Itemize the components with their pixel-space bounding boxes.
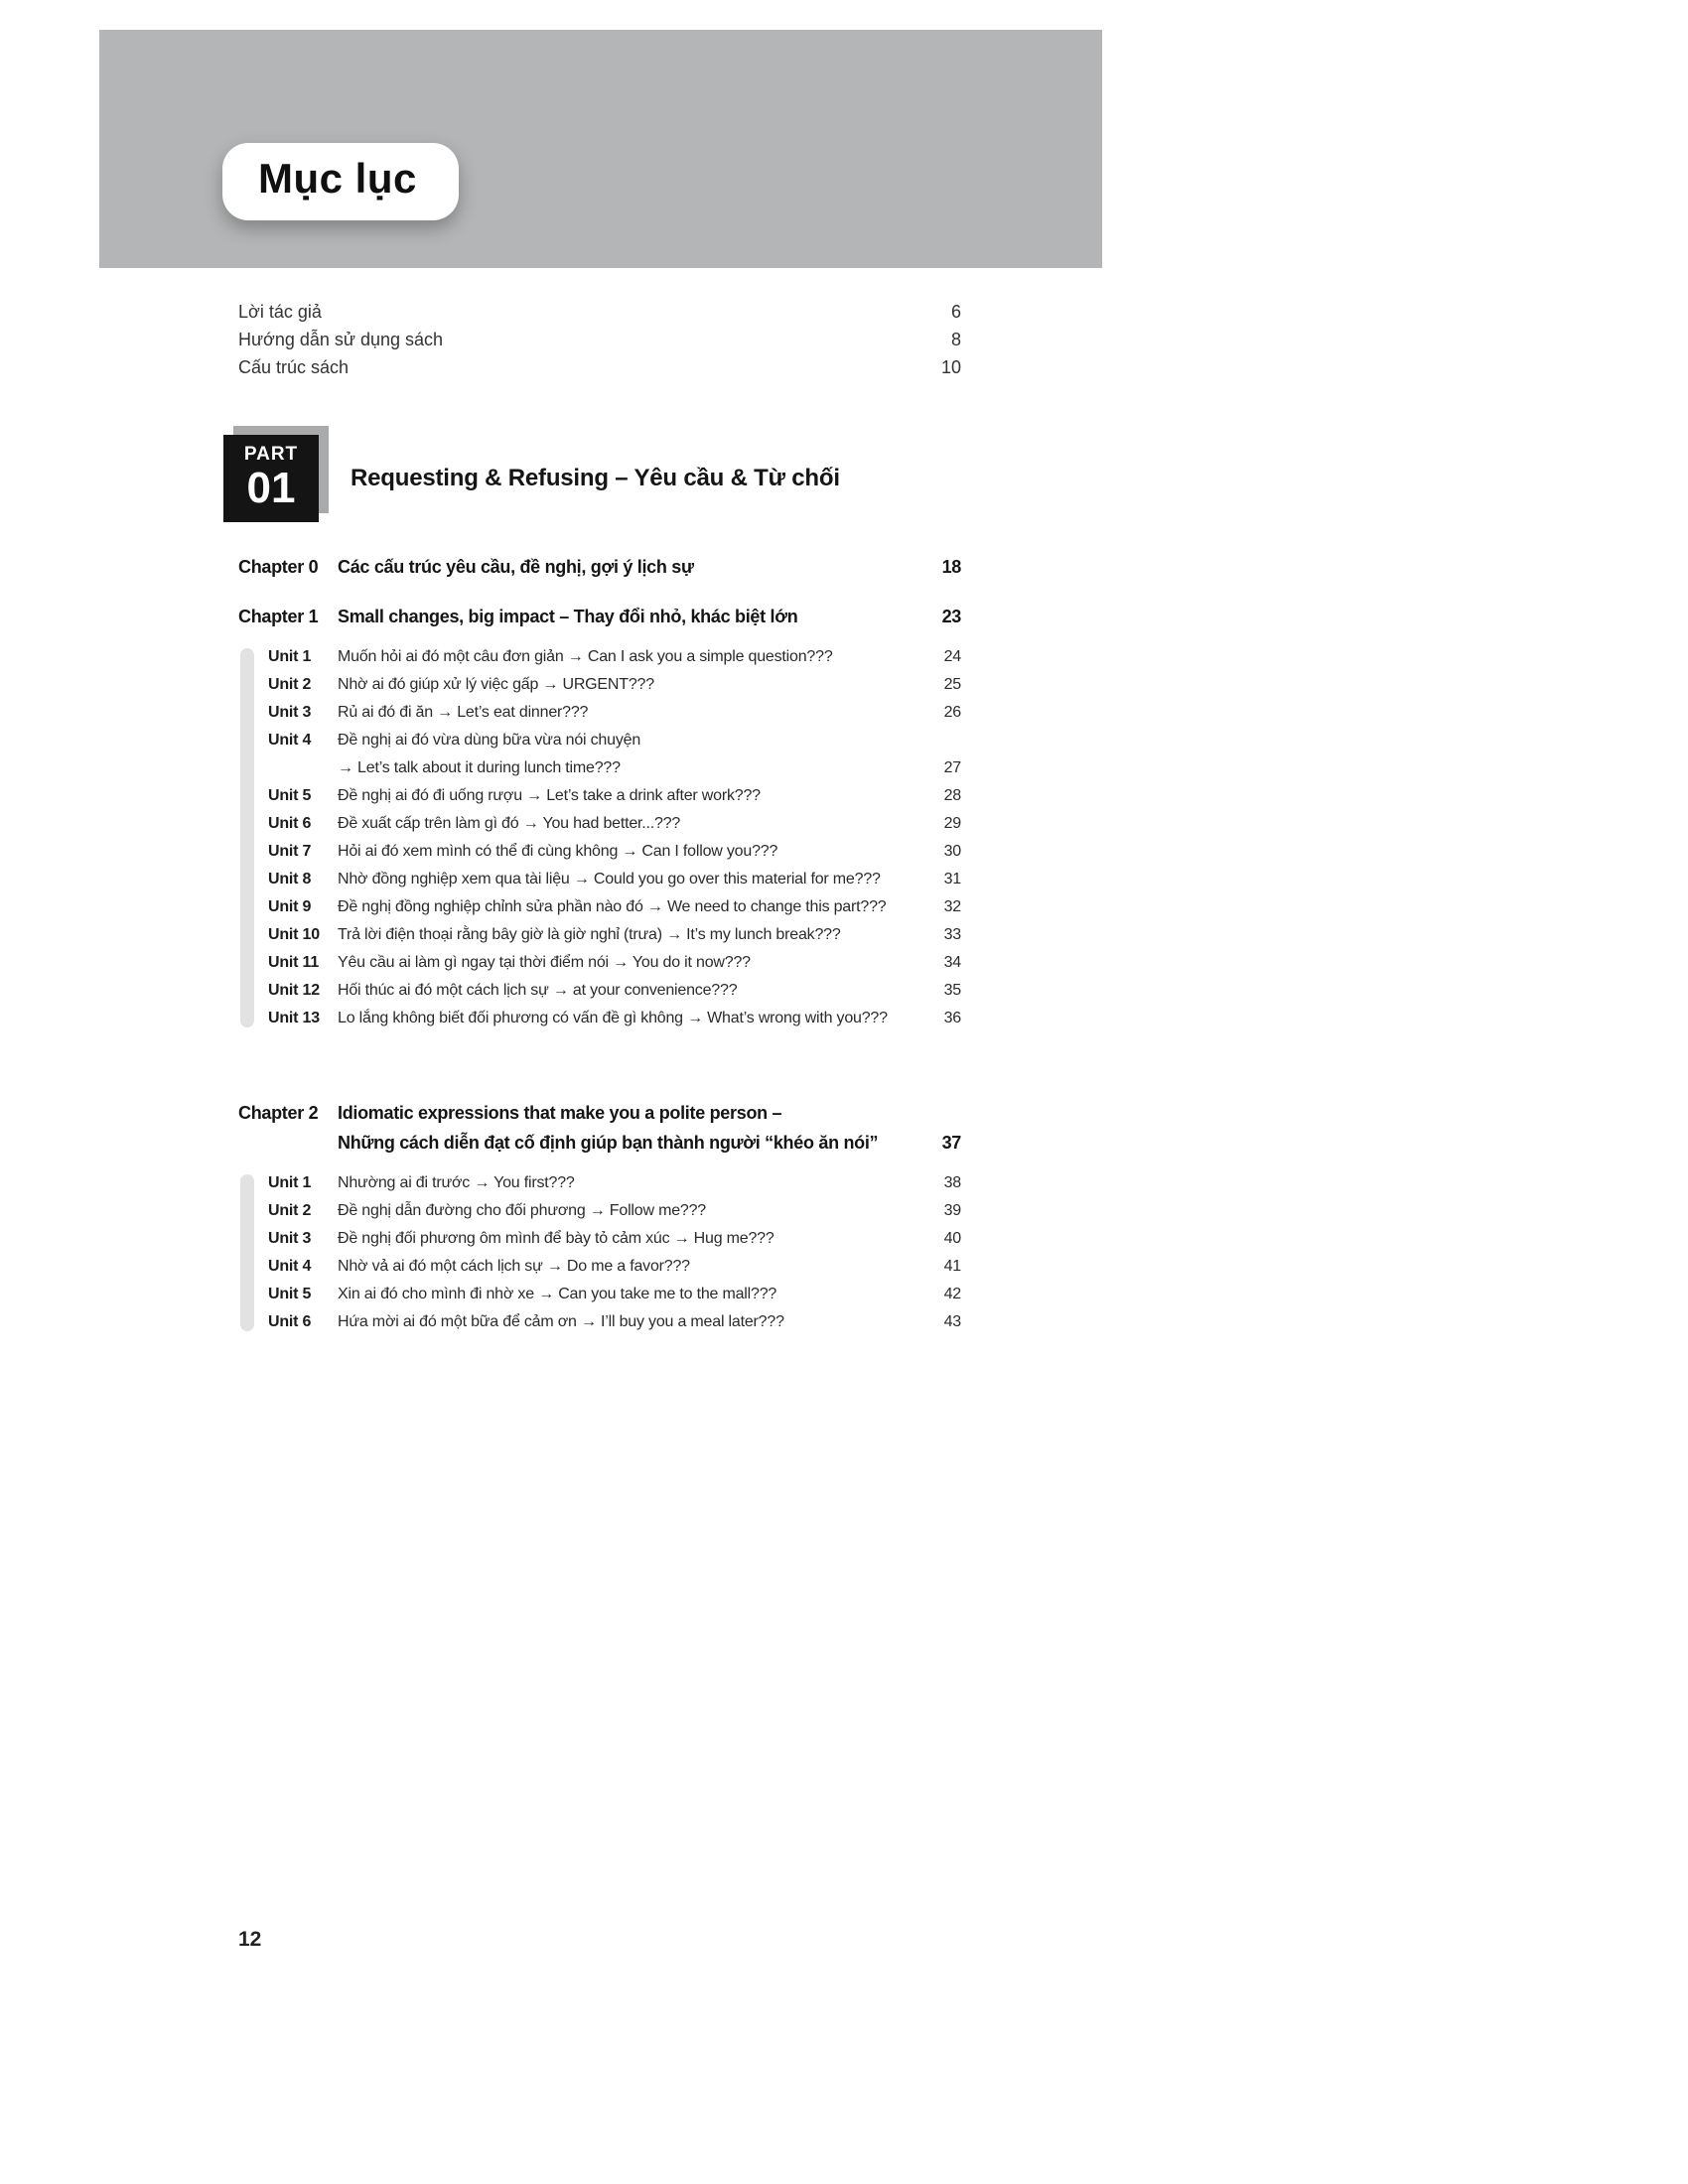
- unit-page-number: 38: [943, 1174, 961, 1191]
- unit-page-number: 33: [943, 926, 961, 943]
- front-matter-row: [238, 353, 961, 381]
- unit-page-number: 27: [943, 759, 961, 776]
- front-matter-page: 10: [940, 357, 961, 377]
- unit-title-line: Hứa mời ai đó một bữa để cảm ơn → I’ll buy you a meal later???: [338, 1313, 784, 1330]
- unit-page-number: 41: [943, 1258, 961, 1275]
- unit-row: [268, 977, 961, 1005]
- unit-label: Unit 3: [268, 704, 312, 721]
- unit-row: [268, 1169, 961, 1197]
- chapter-page-number: 18: [941, 557, 961, 577]
- footer-page-number: 12: [238, 1928, 262, 1951]
- unit-title-line: Trả lời điện thoại rằng bây giờ là giờ nghỉ (trưa) → It’s my lunch break???: [338, 926, 841, 943]
- chapter-title: [338, 1098, 912, 1158]
- chapter-heading: [238, 1098, 961, 1158]
- front-matter-label: Lời tác giả: [238, 302, 322, 322]
- unit-list-accent-bar: [240, 648, 254, 1027]
- unit-label: Unit 6: [268, 815, 312, 832]
- unit-row: [268, 643, 961, 671]
- front-matter-page: 6: [950, 302, 961, 322]
- unit-title-line: Rủ ai đó đi ăn → Let’s eat dinner???: [338, 704, 589, 721]
- unit-row: [268, 838, 961, 866]
- unit-title: [338, 866, 912, 893]
- unit-title-line: Đề nghị đồng nghiệp chỉnh sửa phần nào đó → We need to change this part???: [338, 898, 887, 915]
- part-kicker: PART: [243, 444, 299, 466]
- unit-label: Unit 9: [268, 898, 312, 915]
- unit-title-line: Nhờ đồng nghiệp xem qua tài liệu → Could you go over this material for me???: [338, 871, 881, 887]
- part-number: 01: [246, 464, 296, 513]
- chapter-block: [238, 552, 961, 582]
- unit-label: Unit 3: [268, 1230, 312, 1247]
- unit-title: [338, 949, 912, 977]
- chapter-title: [338, 602, 912, 631]
- unit-row: [268, 1308, 961, 1336]
- chapter-title-line: Các cấu trúc yêu cầu, đề nghị, gợi ý lịch sự: [338, 557, 694, 577]
- chapter-title-line: Idiomatic expressions that make you a polite person –: [338, 1103, 782, 1123]
- unit-row: [268, 810, 961, 838]
- unit-page-number: 34: [943, 954, 961, 971]
- chapter-block: [238, 1098, 961, 1336]
- unit-page-number: 42: [943, 1286, 961, 1302]
- unit-title-line: Đề nghị đối phương ôm mình để bày tỏ cảm xúc → Hug me???: [338, 1230, 774, 1247]
- unit-title-line: Yêu cầu ai làm gì ngay tại thời điểm nói → You do it now???: [338, 954, 751, 971]
- unit-label: Unit 4: [268, 1258, 312, 1275]
- unit-page-number: 43: [943, 1313, 961, 1330]
- unit-title-line: → Let’s talk about it during lunch time???: [338, 759, 621, 776]
- unit-label: Unit 8: [268, 871, 312, 887]
- unit-label: Unit 1: [268, 648, 312, 665]
- unit-row: [268, 866, 961, 893]
- unit-row: [268, 782, 961, 810]
- unit-page-number: 24: [943, 648, 961, 665]
- unit-title: [338, 921, 912, 949]
- unit-label: Unit 2: [268, 1202, 312, 1219]
- unit-title: [338, 977, 912, 1005]
- unit-title: [338, 1197, 912, 1225]
- unit-page-number: 39: [943, 1202, 961, 1219]
- unit-row: [268, 921, 961, 949]
- unit-title-line: Đề nghị ai đó vừa dùng bữa vừa nói chuyện: [338, 732, 641, 749]
- chapter-title: [338, 552, 912, 582]
- part-header: [223, 435, 961, 522]
- chapter-label: Chapter 0: [238, 557, 319, 577]
- unit-label: Unit 4: [268, 732, 312, 749]
- unit-title-line: Nhờ vả ai đó một cách lịch sự → Do me a favor???: [338, 1258, 690, 1275]
- unit-row: [268, 727, 961, 782]
- unit-label: Unit 13: [268, 1010, 320, 1026]
- chapter-title-line: Những cách diễn đạt cố định giúp bạn thành người “khéo ăn nói”: [338, 1133, 879, 1153]
- unit-page-number: 36: [943, 1010, 961, 1026]
- unit-label: Unit 7: [268, 843, 312, 860]
- chapter-label: Chapter 1: [238, 607, 319, 626]
- chapter-page-number: 23: [941, 607, 961, 626]
- unit-title: [338, 893, 912, 921]
- unit-row: [268, 699, 961, 727]
- unit-title: [338, 699, 912, 727]
- unit-title: [338, 643, 912, 671]
- unit-title-line: Đề nghị ai đó đi uống rượu → Let’s take a drink after work???: [338, 787, 761, 804]
- unit-label: Unit 10: [268, 926, 320, 943]
- unit-page-number: 35: [943, 982, 961, 999]
- page-title-badge: [222, 143, 459, 220]
- unit-list-accent-bar: [240, 1174, 254, 1331]
- unit-label: Unit 5: [268, 1286, 312, 1302]
- unit-page-number: 29: [943, 815, 961, 832]
- unit-page-number: 32: [943, 898, 961, 915]
- chapters-list: [238, 552, 961, 1336]
- unit-page-number: 28: [943, 787, 961, 804]
- front-matter-list: [238, 298, 961, 381]
- unit-row: [268, 893, 961, 921]
- unit-row: [268, 671, 961, 699]
- unit-title-line: Muốn hỏi ai đó một câu đơn giản → Can I ask you a simple question???: [338, 648, 833, 665]
- unit-label: Unit 2: [268, 676, 312, 693]
- unit-title: [338, 727, 912, 782]
- unit-title-line: Hỏi ai đó xem mình có thể đi cùng không → Can I follow you???: [338, 843, 778, 860]
- unit-title: [338, 782, 912, 810]
- unit-page-number: 30: [943, 843, 961, 860]
- unit-row: [268, 1197, 961, 1225]
- unit-title-line: Nhường ai đi trước → You first???: [338, 1174, 575, 1191]
- front-matter-row: [238, 326, 961, 353]
- unit-list: [238, 643, 961, 1032]
- unit-row: [268, 1225, 961, 1253]
- unit-title-line: Xin ai đó cho mình đi nhờ xe → Can you take me to the mall???: [338, 1286, 777, 1302]
- unit-row: [268, 1005, 961, 1032]
- front-matter-label: Hướng dẫn sử dụng sách: [238, 330, 444, 349]
- header-band: [99, 30, 1102, 268]
- unit-title-line: Đề nghị dẫn đường cho đối phương → Follow me???: [338, 1202, 707, 1219]
- unit-title: [338, 1225, 912, 1253]
- unit-page-number: 40: [943, 1230, 961, 1247]
- page-title: Mục lục: [258, 155, 417, 202]
- front-matter-label: Cấu trúc sách: [238, 357, 350, 377]
- unit-page-number: 26: [943, 704, 961, 721]
- front-matter-row: [238, 298, 961, 326]
- unit-list: [238, 1169, 961, 1336]
- unit-row: [268, 1281, 961, 1308]
- unit-title: [338, 1281, 912, 1308]
- chapter-heading: [238, 552, 961, 582]
- unit-page-number: 25: [943, 676, 961, 693]
- unit-row: [268, 1253, 961, 1281]
- unit-label: Unit 12: [268, 982, 320, 999]
- toc-content: [238, 298, 961, 1336]
- unit-title-line: Nhờ ai đó giúp xử lý việc gấp → URGENT???: [338, 676, 654, 693]
- unit-title: [338, 1169, 912, 1197]
- chapter-label: Chapter 2: [238, 1103, 319, 1123]
- unit-title-line: Lo lắng không biết đối phương có vấn đề gì không → What’s wrong with you???: [338, 1010, 888, 1026]
- unit-title: [338, 1005, 912, 1032]
- unit-title-line: Đề xuất cấp trên làm gì đó → You had better...???: [338, 815, 681, 832]
- front-matter-page: 8: [950, 330, 961, 349]
- unit-title: [338, 1308, 912, 1336]
- chapter-title-line: Small changes, big impact – Thay đổi nhỏ, khác biệt lớn: [338, 607, 798, 626]
- unit-title: [338, 671, 912, 699]
- unit-title-line: Hối thúc ai đó một cách lịch sự → at your convenience???: [338, 982, 738, 999]
- unit-title: [338, 1253, 912, 1281]
- unit-label: Unit 6: [268, 1313, 312, 1330]
- unit-label: Unit 5: [268, 787, 312, 804]
- unit-title: [338, 810, 912, 838]
- part-number-box: [223, 435, 319, 522]
- chapter-page-number: 37: [941, 1133, 961, 1153]
- unit-title: [338, 838, 912, 866]
- unit-row: [268, 949, 961, 977]
- chapter-heading: [238, 602, 961, 631]
- chapter-block: [238, 602, 961, 1032]
- unit-label: Unit 11: [268, 954, 320, 971]
- unit-page-number: 31: [943, 871, 961, 887]
- unit-label: Unit 1: [268, 1174, 312, 1191]
- part-title: Requesting & Refusing – Yêu cầu & Từ chối: [351, 465, 840, 491]
